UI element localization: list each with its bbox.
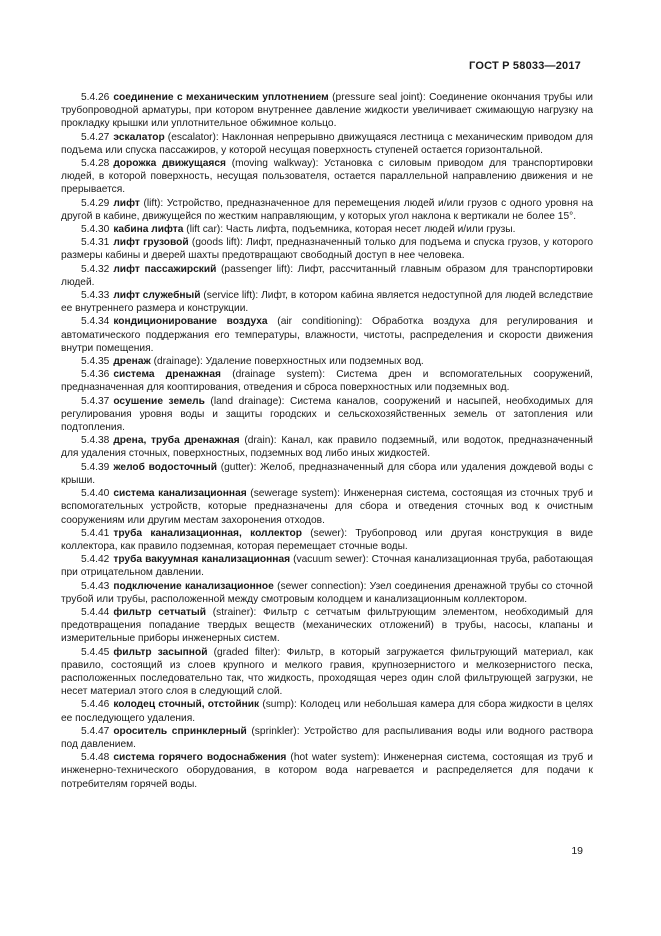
entry-term: дорожка движущаяся (113, 158, 226, 170)
definition-entry (61, 553, 593, 579)
definition-entry (61, 527, 593, 553)
entry-number: 5.4.47 (81, 725, 110, 737)
entry-definition: (moving walkway): Установка с силовым приводом для транспортировки людей, в которой поверхность, несущая пользователя, остается параллельной направлению движения и не прерывается. (61, 158, 593, 196)
entry-number: 5.4.45 (81, 646, 110, 658)
entry-term: лифт (113, 197, 140, 209)
entry-definition: (vacuum sewer): Сточная канализационная труба, работающая при отрицательном давлении. (61, 554, 593, 579)
entry-number: 5.4.39 (81, 461, 110, 473)
entry-term: ороситель спринклерный (113, 725, 247, 737)
definition-entry (61, 434, 593, 460)
definition-entry (61, 698, 593, 724)
definition-entry (61, 223, 593, 236)
entry-term: лифт пассажирский (113, 263, 217, 275)
entry-definition: (drainage): Удаление поверхностных или подземных вод. (150, 356, 424, 368)
definition-entry (61, 725, 593, 751)
entry-number: 5.4.30 (81, 224, 110, 236)
entry-number: 5.4.46 (81, 699, 110, 711)
entry-definition: (lift car): Часть лифта, подъемника, которая несет людей и/или грузы. (183, 224, 516, 236)
entry-number: 5.4.26 (81, 92, 110, 103)
entry-number: 5.4.31 (81, 237, 110, 249)
entry-term: колодец сточный, отстойник (113, 699, 260, 711)
entry-term: система канализационная (113, 488, 247, 500)
entry-term: осушение земель (113, 395, 205, 407)
entry-definition: (strainer): Фильтр с сетчатым фильтрующим элементом, необходимый для предотвращения попадание твердых веществ (механических отложений) в трубы, насосы, клапаны и измерительные приборы инженерных систем. (61, 606, 594, 645)
entry-number: 5.4.28 (81, 158, 110, 170)
entry-term: лифт служебный (113, 290, 201, 302)
entry-term: фильтр сетчатый (113, 606, 207, 618)
entry-definition: (sewer connection): Узел соединения дренажной трубы со сточной трубой или трубы, расположенной между смотровым колодцем и канализационным коллектором. (61, 580, 593, 605)
definition-entry (61, 606, 593, 646)
entry-term: эскалатор (113, 131, 165, 143)
entry-term: кабина лифта (113, 224, 184, 236)
definition-entry (61, 91, 593, 131)
entry-definition: (land drainage): Система каналов, сооружений и насыпей, необходимых для регулирования уровня воды и защиты городских и сельскохозяйственных земель от затопления или подтопления. (61, 395, 593, 434)
entry-definition: (graded filter): Фильтр, в который загружается фильтрующий материал, как правило, состоящий из слоев крупного и мелкого гравия, крупнозернистого и мелкозернистого песка, расположенных последовательно так, что жидкость, проходящая через один слой фильтрующей загрузки, не несет материал этого слоя в следующий слой. (61, 646, 593, 698)
definition-entry (61, 487, 593, 527)
entry-number: 5.4.29 (81, 197, 110, 209)
entry-number: 5.4.43 (81, 580, 110, 592)
entry-number: 5.4.27 (81, 131, 110, 143)
entry-term: желоб водосточный (113, 461, 217, 473)
definitions-list (61, 91, 593, 791)
entry-definition: (sewerage system): Инженерная система, состоящая из сточных труб и вспомогательных устройств, которые предназначены для сбора и отведения сточных вод к очистным сооружениям или другим местам захоронения отходов. (61, 488, 593, 526)
definition-entry (61, 289, 593, 315)
definition-entry (61, 355, 593, 368)
entry-definition: (escalator): Наклонная непрерывно движущаяся лестница с механическим приводом для подъема или спуска пассажиров, у которой несущая поверхность ступеней остается горизонтальной. (61, 131, 593, 156)
definition-entry (61, 646, 593, 699)
entry-definition: (drain): Канал, как правило подземный, или водоток, предназначенный для удаления сточных, поверхностных, подземных вод либо иных жидкостей. (61, 435, 593, 460)
entry-definition: (drainage system): Система дрен и вспомогательных сооружений, предназначенная для кооптирования, отведения и сброса поверхностных или подземных вод. (61, 369, 593, 394)
definition-entry (61, 236, 593, 262)
entry-term: соединение с механическим уплотнением (113, 92, 329, 103)
entry-definition: (sump): Колодец или небольшая камера для сбора жидкости в целях ее последующего удаления. (61, 699, 593, 724)
entry-term: дренаж (113, 356, 151, 368)
entry-number: 5.4.32 (81, 263, 110, 275)
page-number: 19 (571, 845, 583, 857)
entry-definition: (pressure seal joint): Соединение окончания трубы или трубопроводной арматуры, при котором внутреннее давление жидкости увеличивает сжимающую нагрузку на прокладку крышки или уплотнительное обжимное кольцо. (61, 92, 593, 130)
entry-term: фильтр засыпной (113, 646, 208, 658)
entry-number: 5.4.44 (81, 606, 110, 618)
entry-number: 5.4.42 (81, 554, 110, 566)
definition-entry (61, 263, 593, 289)
entry-number: 5.4.35 (81, 356, 110, 368)
entry-definition: (lift): Устройство, предназначенное для перемещения людей и/или грузов с одного уровня на другой в кабине, движущейся по жестким направляющим, у которых угол наклона к вертикали не более 15°. (61, 197, 593, 222)
definition-entry (61, 368, 593, 394)
definition-entry (61, 157, 593, 197)
entry-definition: (passenger lift): Лифт, рассчитанный главным образом для транспортировки людей. (61, 263, 593, 288)
entry-definition: (sewer): Трубопровод или другая конструкция в виде коллектора, как правило подземная, которая перемещает сточные воды. (61, 527, 593, 552)
entry-term: лифт грузовой (113, 237, 189, 249)
entry-definition: (gutter): Желоб, предназначенный для сбора или удаления дождевой воды с крыши. (61, 461, 593, 486)
entry-definition: (sprinkler): Устройство для распыливания воды или водного раствора под давлением. (61, 725, 593, 750)
entry-definition: (service lift): Лифт, в котором кабина является недоступной для людей вследствие ее внутреннего размера и конструкции. (61, 290, 593, 315)
entry-number: 5.4.40 (81, 488, 110, 500)
entry-number: 5.4.36 (81, 369, 110, 381)
entry-number: 5.4.34 (81, 316, 110, 328)
entry-number: 5.4.37 (81, 395, 110, 407)
definition-entry (61, 461, 593, 487)
entry-definition: (goods lift): Лифт, предназначенный только для подъема и спуска грузов, у которого размеры кабины и дверей шахты предотвращают свободный доступ в нее человека. (61, 237, 593, 262)
definition-entry (61, 395, 593, 435)
entry-term: труба вакуумная канализационная (113, 554, 291, 566)
definition-entry (61, 131, 593, 157)
entry-term: система дренажная (113, 369, 221, 381)
entry-term: подключение канализационное (113, 580, 274, 592)
entry-term: система горячего водоснабжения (113, 752, 287, 764)
entry-term: труба канализационная, коллектор (113, 527, 302, 539)
entry-definition: (air conditioning): Обработка воздуха для регулирования и автоматического поддержания его температуры, влажности, чистоты, распределения и скорости движения внутри помещения. (61, 316, 593, 354)
entry-definition: (hot water system): Инженерная система, состоящая из труб и инженерно-технического оборудования, в котором вода нагревается и распределяется для подачи к потребителям горячей воды. (61, 752, 594, 790)
definition-entry (61, 315, 593, 355)
entry-number: 5.4.48 (81, 752, 110, 764)
entry-number: 5.4.33 (81, 290, 110, 302)
document-header: ГОСТ Р 58033—2017 (469, 60, 581, 72)
entry-term: кондиционирование воздуха (113, 316, 268, 328)
entry-number: 5.4.38 (81, 435, 110, 447)
definition-entry (61, 197, 593, 223)
definition-entry (61, 580, 593, 606)
entry-number: 5.4.41 (81, 527, 110, 539)
entry-term: дрена, труба дренажная (113, 435, 240, 447)
definition-entry (61, 751, 593, 791)
